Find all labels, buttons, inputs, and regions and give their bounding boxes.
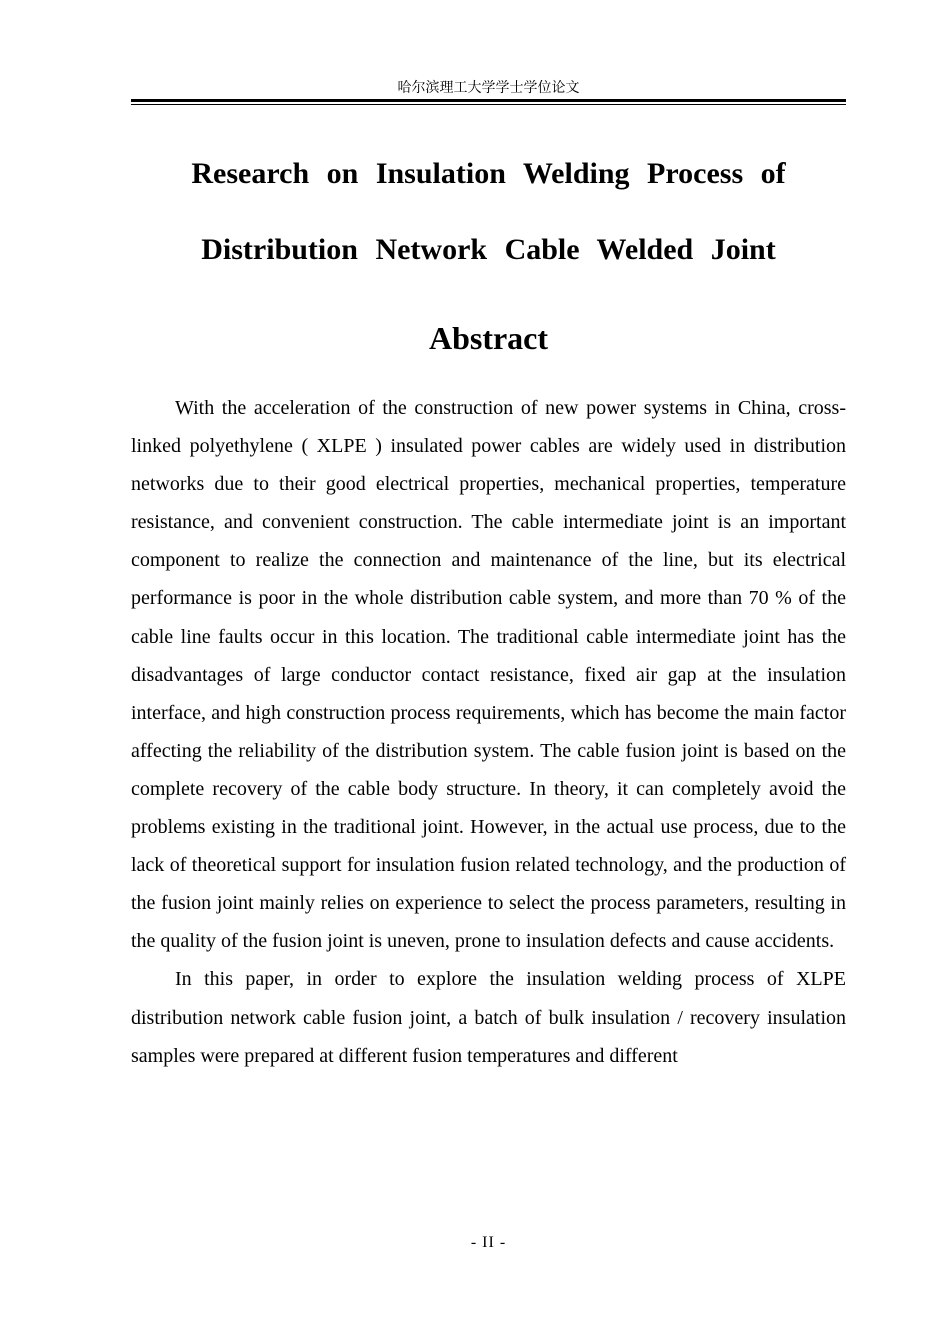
thesis-title-line-1: Research on Insulation Welding Process of (191, 157, 786, 190)
header-rule (131, 99, 846, 105)
abstract-heading: Abstract (428, 320, 549, 356)
abstract-paragraph-1: With the acceleration of the construction of new power systems in China, cross-linked polyethylene ( XLPE ) insulated power cables are widely used in distribution networks due to their good electrical properties, mechanical properties, temperature resistance, and convenient construction. The cable intermediate joint is an important component to realize the connection and maintenance of the line, but its electrical performance is poor in the whole distribution cable system, and more than 70 % of the cable line faults occur in this location. The traditional cable intermediate joint has the disadvantages of large conductor contact resistance, fixed air gap at the insulation interface, and high construction process requirements, which has become the main factor affecting the reliability of the distribution system. The cable fusion joint is based on the complete recovery of the cable body structure. In theory, it can completely avoid the problems existing in the traditional joint. However, in the actual use process, due to the lack of theoretical support for insulation fusion related technology, and the production of the fusion joint mainly relies on experience to select the process parameters, resulting in the quality of the fusion joint is uneven, prone to insulation defects and cause accidents. (131, 397, 846, 953)
running-header: 哈尔滨理工大学学士学位论文 (397, 80, 580, 96)
abstract-paragraph-2: In this paper, in order to explore the insulation welding process of XLPE distribution network cable fusion joint, a batch of bulk insulation / recovery insulation samples were prepared at different fusion temperatures and different (131, 968, 846, 1067)
page-number: - II - (470, 1234, 507, 1251)
thesis-title-line-2: Distribution Network Cable Welded Joint (201, 233, 776, 266)
abstract-body (131, 389, 846, 1075)
